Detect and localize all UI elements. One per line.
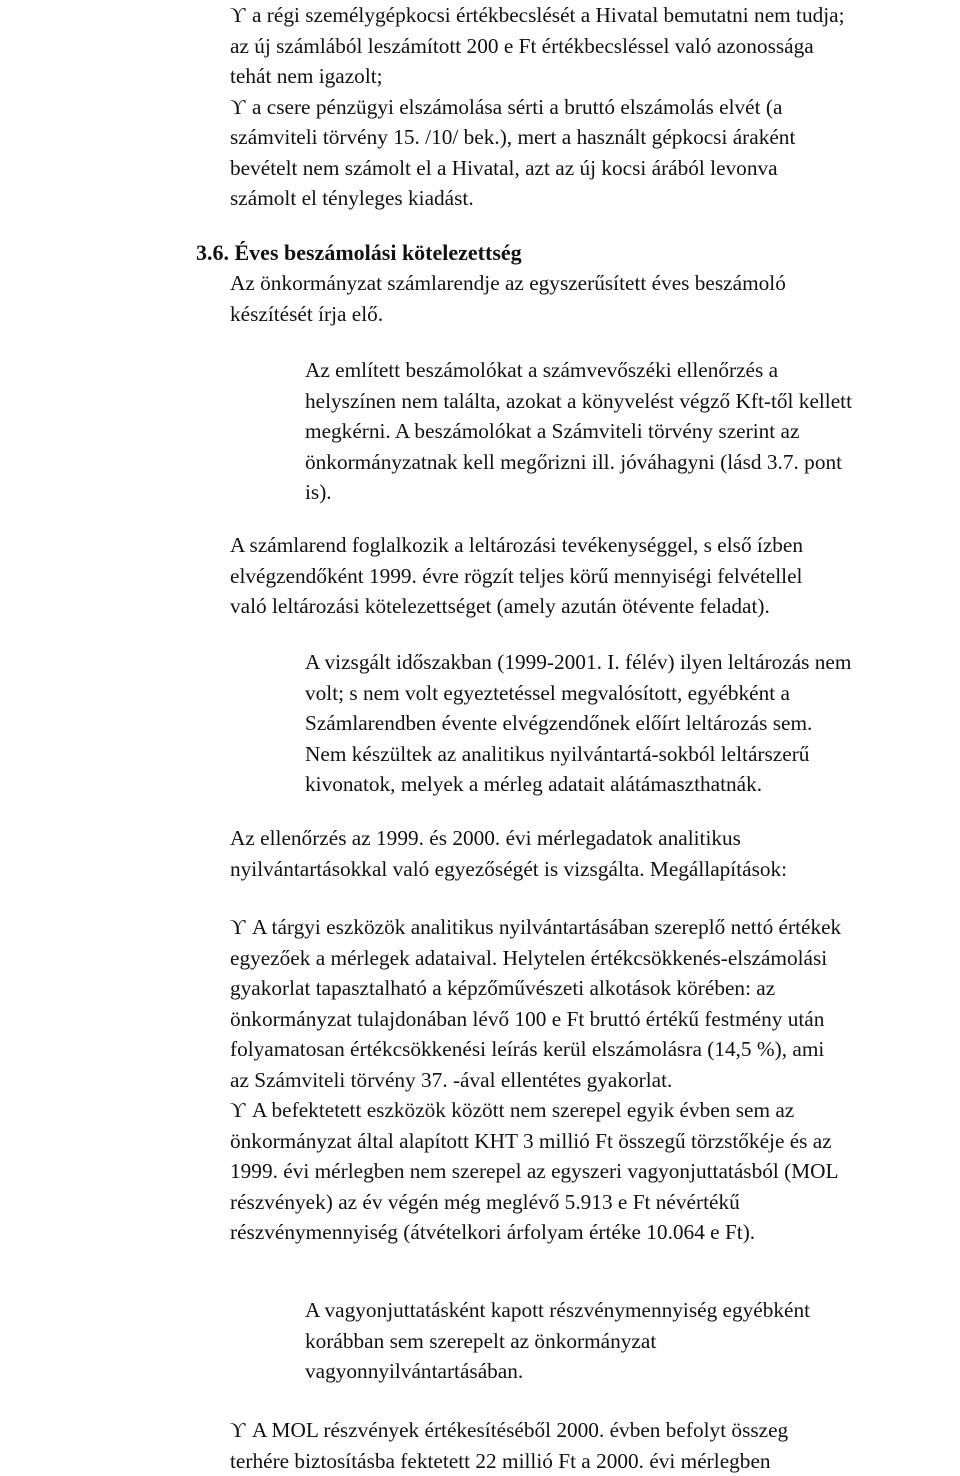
text-line: elvégzendőként 1999. évre rögzít teljes körű mennyiségi felvétellel [230,561,803,592]
text-line: ϒ a csere pénzügyi elszámolása sérti a bruttó elszámolás elvét (a [230,92,845,123]
text-line: tehát nem igazolt; [230,61,845,92]
text-line: korábban sem szerepelt az önkormányzat [305,1326,810,1357]
text-line: bevételt nem számolt el a Hivatal, azt az új kocsi árából levonva [230,153,845,184]
text-line: az új számlából leszámított 200 e Ft értékbecsléssel való azonossága [230,31,845,62]
finding-paragraph-reports [305,355,852,508]
text-line: önkormányzatnak kell megőrizni ill. jóváhagyni (lásd 3.7. pont [305,447,852,478]
bullet-icon: ϒ [230,1415,252,1446]
text-line: készítését írja elő. [230,299,786,330]
text-line: Nem készültek az analitikus nyilvántartá-sokból leltárszerű [305,739,851,770]
text-line: nyilvántartásokkal való egyezőségét is vizsgálta. Megállapítások: [230,854,787,885]
findings-list [230,912,841,1248]
bullet-icon: ϒ [230,912,252,943]
check-paragraph [230,823,787,884]
text-line: az Számviteli törvény 37. -ával ellentétes gyakorlat. [230,1065,841,1096]
text-line: részvények) az év végén még meglévő 5.913 e Ft névértékű [230,1187,841,1218]
bullet-icon: ϒ [230,1095,252,1126]
text-line: folyamatosan értékcsökkenési leírás kerül elszámolásra (14,5 %), ami [230,1034,841,1065]
text-line: A számlarend foglalkozik a leltározási tevékenységgel, s első ízben [230,530,803,561]
bullet-icon: ϒ [230,92,252,123]
text-line: ϒ a régi személygépkocsi értékbecslését a Hivatal bemutatni nem tudja; [230,0,845,31]
bullet-block-mol-shares [230,1415,788,1476]
text-line: terhére biztosításba fektetett 22 millió Ft a 2000. évi mérlegben [230,1446,788,1476]
section-intro [230,268,786,329]
text-line: Az ellenőrzés az 1999. és 2000. évi mérlegadatok analitikus [230,823,787,854]
section-heading: 3.6. Éves beszámolási kötelezettség [196,238,522,269]
text-line: önkormányzat által alapított KHT 3 millió Ft összegű törzstőkéje és az [230,1126,841,1157]
bullet-icon: ϒ [230,0,252,31]
text-line: számolt el tényleges kiadást. [230,183,845,214]
text-line: gyakorlat tapasztalható a képzőművészeti alkotások körében: az [230,973,841,1004]
list-item: ϒ A tárgyi eszközök analitikus nyilvántartásában szereplő nettó értékek [230,912,841,943]
finding-paragraph-inventory [305,647,851,800]
text-line: helyszínen nem találta, azokat a könyvelést végző Kft-től kellett [305,386,852,417]
text-line: A vizsgált időszakban (1999-2001. I. félév) ilyen leltározás nem [305,647,851,678]
text-line: is). [305,477,852,508]
finding-paragraph-shares [305,1295,810,1387]
text-line: részvénymennyiség (átvételkori árfolyam értéke 10.064 e Ft). [230,1217,841,1248]
inventory-paragraph [230,530,803,622]
text-line: 1999. évi mérlegben nem szerepel az egyszeri vagyonjuttatásból (MOL [230,1156,841,1187]
list-item: ϒ A MOL részvények értékesítéséből 2000. évben befolyt összeg [230,1415,788,1446]
text-line: Az önkormányzat számlarendje az egyszerűsített éves beszámoló [230,268,786,299]
text-line: Számlarendben évente elvégzendőnek előírt leltározás sem. [305,708,851,739]
list-item: ϒ A befektetett eszközök között nem szerepel egyik évben sem az [230,1095,841,1126]
bullet-block-car-valuation [230,0,845,214]
text-line: A vagyonjuttatásként kapott részvénymennyiség egyébként [305,1295,810,1326]
text-line: megkérni. A beszámolókat a Számviteli törvény szerint az [305,416,852,447]
text-line: számviteli törvény 15. /10/ bek.), mert a használt gépkocsi áraként [230,122,845,153]
text-line: kivonatok, melyek a mérleg adatait alátámaszthatnák. [305,769,851,800]
text-line: való leltározási kötelezettséget (amely azután ötévente feladat). [230,591,803,622]
text-line: önkormányzat tulajdonában lévő 100 e Ft bruttó értékű festmény után [230,1004,841,1035]
text-line: volt; s nem volt egyeztetéssel megvalósított, egyébként a [305,678,851,709]
text-line: egyezőek a mérlegek adataival. Helytelen értékcsökkenés-elszámolási [230,943,841,974]
text-line: Az említett beszámolókat a számvevőszéki ellenőrzés a [305,355,852,386]
text-line: vagyonnyilvántartásában. [305,1356,810,1387]
